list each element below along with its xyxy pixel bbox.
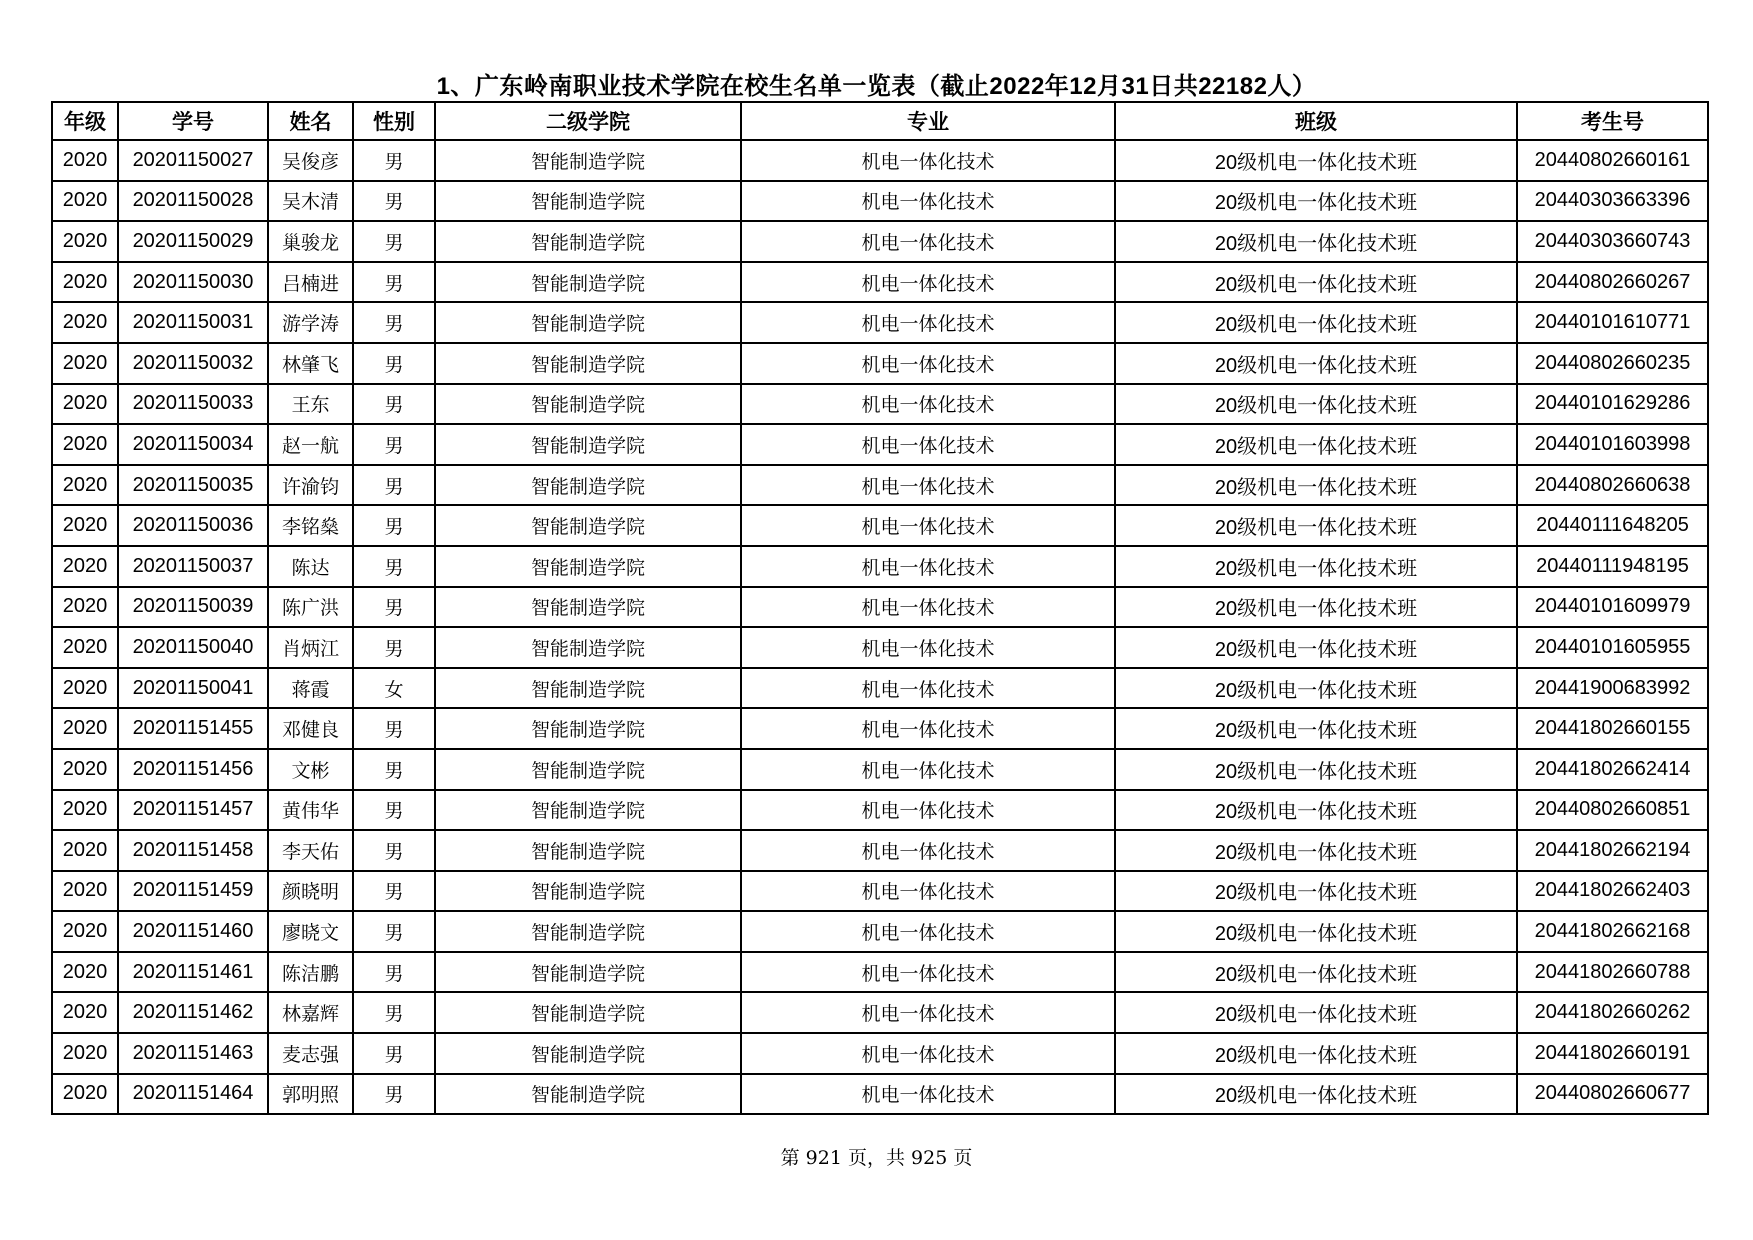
cell-name: 吴木清 (268, 181, 353, 222)
cell-name: 文彬 (268, 749, 353, 790)
cell-college: 智能制造学院 (435, 546, 741, 587)
cell-grade: 2020 (52, 992, 118, 1033)
cell-class: 20级机电一体化技术班 (1115, 221, 1517, 262)
cell-class: 20级机电一体化技术班 (1115, 424, 1517, 465)
cell-student-id: 20201151463 (118, 1033, 268, 1074)
table-row (52, 343, 1708, 384)
cell-name: 麦志强 (268, 1033, 353, 1074)
cell-name: 肖炳江 (268, 627, 353, 668)
cell-student-id: 20201151457 (118, 790, 268, 831)
cell-student-id: 20201150030 (118, 262, 268, 303)
cell-name: 巢骏龙 (268, 221, 353, 262)
cell-major: 机电一体化技术 (741, 262, 1115, 303)
cell-exam-number: 20441802662403 (1517, 871, 1708, 912)
cell-exam-number: 20440303660743 (1517, 221, 1708, 262)
table-row (52, 790, 1708, 831)
cell-grade: 2020 (52, 1033, 118, 1074)
header-class: 班级 (1115, 102, 1517, 140)
cell-major: 机电一体化技术 (741, 1074, 1115, 1115)
cell-major: 机电一体化技术 (741, 911, 1115, 952)
cell-gender: 男 (353, 830, 435, 871)
table-header-row (52, 102, 1708, 140)
page-title: 1、广东岭南职业技术学院在校生名单一览表（截止2022年12月31日共22182人） (436, 73, 1317, 100)
cell-exam-number: 20441802660262 (1517, 992, 1708, 1033)
cell-college: 智能制造学院 (435, 181, 741, 222)
cell-class: 20级机电一体化技术班 (1115, 505, 1517, 546)
cell-college: 智能制造学院 (435, 343, 741, 384)
cell-grade: 2020 (52, 424, 118, 465)
cell-grade: 2020 (52, 302, 118, 343)
header-name: 姓名 (268, 102, 353, 140)
cell-grade: 2020 (52, 546, 118, 587)
cell-exam-number: 20441802662194 (1517, 830, 1708, 871)
cell-name: 游学涛 (268, 302, 353, 343)
cell-major: 机电一体化技术 (741, 505, 1115, 546)
cell-gender: 女 (353, 668, 435, 709)
cell-exam-number: 20441802660788 (1517, 952, 1708, 993)
cell-major: 机电一体化技术 (741, 790, 1115, 831)
cell-major: 机电一体化技术 (741, 424, 1115, 465)
cell-name: 廖晓文 (268, 911, 353, 952)
page-number-footer: 第 921 页，共 925 页 (780, 1147, 973, 1169)
header-college: 二级学院 (435, 102, 741, 140)
cell-class: 20级机电一体化技术班 (1115, 749, 1517, 790)
cell-name: 李铭燊 (268, 505, 353, 546)
header-grade: 年级 (52, 102, 118, 140)
student-roster-table (51, 101, 1709, 1115)
cell-gender: 男 (353, 262, 435, 303)
cell-major: 机电一体化技术 (741, 302, 1115, 343)
cell-name: 黄伟华 (268, 790, 353, 831)
cell-college: 智能制造学院 (435, 627, 741, 668)
cell-class: 20级机电一体化技术班 (1115, 1033, 1517, 1074)
cell-college: 智能制造学院 (435, 465, 741, 506)
cell-grade: 2020 (52, 911, 118, 952)
cell-class: 20级机电一体化技术班 (1115, 587, 1517, 628)
cell-name: 邓健良 (268, 708, 353, 749)
table-row (52, 181, 1708, 222)
cell-college: 智能制造学院 (435, 384, 741, 425)
cell-class: 20级机电一体化技术班 (1115, 546, 1517, 587)
cell-class: 20级机电一体化技术班 (1115, 627, 1517, 668)
table-row (52, 627, 1708, 668)
cell-class: 20级机电一体化技术班 (1115, 830, 1517, 871)
cell-gender: 男 (353, 749, 435, 790)
cell-class: 20级机电一体化技术班 (1115, 140, 1517, 181)
cell-college: 智能制造学院 (435, 140, 741, 181)
cell-exam-number: 20441802662168 (1517, 911, 1708, 952)
cell-gender: 男 (353, 505, 435, 546)
cell-student-id: 20201151462 (118, 992, 268, 1033)
cell-name: 许渝钧 (268, 465, 353, 506)
cell-major: 机电一体化技术 (741, 1033, 1115, 1074)
cell-major: 机电一体化技术 (741, 708, 1115, 749)
cell-grade: 2020 (52, 1074, 118, 1115)
cell-exam-number: 20440802660267 (1517, 262, 1708, 303)
cell-grade: 2020 (52, 343, 118, 384)
cell-name: 吕楠进 (268, 262, 353, 303)
cell-gender: 男 (353, 140, 435, 181)
cell-major: 机电一体化技术 (741, 465, 1115, 506)
cell-name: 陈达 (268, 546, 353, 587)
header-exam-number: 考生号 (1517, 102, 1708, 140)
cell-class: 20级机电一体化技术班 (1115, 384, 1517, 425)
cell-college: 智能制造学院 (435, 221, 741, 262)
table-row (52, 830, 1708, 871)
cell-gender: 男 (353, 708, 435, 749)
cell-college: 智能制造学院 (435, 992, 741, 1033)
cell-gender: 男 (353, 302, 435, 343)
cell-grade: 2020 (52, 871, 118, 912)
header-major: 专业 (741, 102, 1115, 140)
table-row (52, 1074, 1708, 1115)
cell-student-id: 20201151464 (118, 1074, 268, 1115)
cell-gender: 男 (353, 1074, 435, 1115)
cell-major: 机电一体化技术 (741, 668, 1115, 709)
table-row (52, 708, 1708, 749)
cell-exam-number: 20441802662414 (1517, 749, 1708, 790)
header-gender: 性别 (353, 102, 435, 140)
cell-college: 智能制造学院 (435, 830, 741, 871)
cell-name: 林肇飞 (268, 343, 353, 384)
cell-college: 智能制造学院 (435, 911, 741, 952)
header-student-id: 学号 (118, 102, 268, 140)
cell-exam-number: 20440101603998 (1517, 424, 1708, 465)
cell-name: 林嘉辉 (268, 992, 353, 1033)
cell-name: 李天佑 (268, 830, 353, 871)
cell-class: 20级机电一体化技术班 (1115, 871, 1517, 912)
cell-college: 智能制造学院 (435, 302, 741, 343)
cell-student-id: 20201150035 (118, 465, 268, 506)
cell-student-id: 20201150031 (118, 302, 268, 343)
cell-class: 20级机电一体化技术班 (1115, 302, 1517, 343)
cell-exam-number: 20440111948195 (1517, 546, 1708, 587)
cell-student-id: 20201150029 (118, 221, 268, 262)
cell-grade: 2020 (52, 587, 118, 628)
cell-student-id: 20201151455 (118, 708, 268, 749)
cell-major: 机电一体化技术 (741, 749, 1115, 790)
cell-gender: 男 (353, 790, 435, 831)
cell-college: 智能制造学院 (435, 424, 741, 465)
cell-exam-number: 20440101605955 (1517, 627, 1708, 668)
cell-exam-number: 20440802660677 (1517, 1074, 1708, 1115)
cell-gender: 男 (353, 546, 435, 587)
cell-college: 智能制造学院 (435, 749, 741, 790)
cell-class: 20级机电一体化技术班 (1115, 911, 1517, 952)
cell-exam-number: 20440101629286 (1517, 384, 1708, 425)
cell-grade: 2020 (52, 708, 118, 749)
cell-grade: 2020 (52, 140, 118, 181)
cell-class: 20级机电一体化技术班 (1115, 790, 1517, 831)
cell-major: 机电一体化技术 (741, 546, 1115, 587)
cell-major: 机电一体化技术 (741, 384, 1115, 425)
cell-grade: 2020 (52, 627, 118, 668)
table-row (52, 952, 1708, 993)
cell-name: 郭明照 (268, 1074, 353, 1115)
table-row (52, 587, 1708, 628)
cell-exam-number: 20440802660851 (1517, 790, 1708, 831)
cell-exam-number: 20440802660638 (1517, 465, 1708, 506)
cell-student-id: 20201151460 (118, 911, 268, 952)
cell-college: 智能制造学院 (435, 1033, 741, 1074)
table-row (52, 465, 1708, 506)
cell-student-id: 20201150039 (118, 587, 268, 628)
cell-student-id: 20201150032 (118, 343, 268, 384)
cell-student-id: 20201150040 (118, 627, 268, 668)
cell-class: 20级机电一体化技术班 (1115, 262, 1517, 303)
cell-major: 机电一体化技术 (741, 587, 1115, 628)
cell-grade: 2020 (52, 790, 118, 831)
cell-name: 赵一航 (268, 424, 353, 465)
cell-grade: 2020 (52, 384, 118, 425)
table-row (52, 424, 1708, 465)
cell-grade: 2020 (52, 668, 118, 709)
table-row (52, 302, 1708, 343)
cell-college: 智能制造学院 (435, 505, 741, 546)
cell-class: 20级机电一体化技术班 (1115, 181, 1517, 222)
table-row (52, 992, 1708, 1033)
cell-gender: 男 (353, 343, 435, 384)
cell-class: 20级机电一体化技术班 (1115, 465, 1517, 506)
cell-name: 吴俊彦 (268, 140, 353, 181)
cell-student-id: 20201151459 (118, 871, 268, 912)
cell-exam-number: 20440802660161 (1517, 140, 1708, 181)
cell-student-id: 20201151456 (118, 749, 268, 790)
cell-college: 智能制造学院 (435, 1074, 741, 1115)
cell-exam-number: 20440101609979 (1517, 587, 1708, 628)
cell-major: 机电一体化技术 (741, 627, 1115, 668)
cell-name: 蒋霞 (268, 668, 353, 709)
cell-college: 智能制造学院 (435, 708, 741, 749)
cell-college: 智能制造学院 (435, 871, 741, 912)
cell-major: 机电一体化技术 (741, 871, 1115, 912)
cell-gender: 男 (353, 465, 435, 506)
cell-major: 机电一体化技术 (741, 992, 1115, 1033)
cell-grade: 2020 (52, 181, 118, 222)
table-row (52, 140, 1708, 181)
cell-exam-number: 20441900683992 (1517, 668, 1708, 709)
cell-grade: 2020 (52, 262, 118, 303)
cell-student-id: 20201150034 (118, 424, 268, 465)
cell-name: 陈洁鹏 (268, 952, 353, 993)
cell-student-id: 20201150028 (118, 181, 268, 222)
cell-exam-number: 20441802660191 (1517, 1033, 1708, 1074)
cell-gender: 男 (353, 424, 435, 465)
table-row (52, 221, 1708, 262)
cell-student-id: 20201150033 (118, 384, 268, 425)
cell-class: 20级机电一体化技术班 (1115, 992, 1517, 1033)
table-body (52, 140, 1708, 1114)
cell-grade: 2020 (52, 952, 118, 993)
cell-college: 智能制造学院 (435, 952, 741, 993)
cell-gender: 男 (353, 911, 435, 952)
cell-major: 机电一体化技术 (741, 343, 1115, 384)
cell-gender: 男 (353, 1033, 435, 1074)
table-row (52, 871, 1708, 912)
cell-grade: 2020 (52, 830, 118, 871)
table-row (52, 749, 1708, 790)
cell-major: 机电一体化技术 (741, 181, 1115, 222)
cell-gender: 男 (353, 871, 435, 912)
cell-college: 智能制造学院 (435, 668, 741, 709)
table-row (52, 668, 1708, 709)
table-row (52, 262, 1708, 303)
cell-student-id: 20201150037 (118, 546, 268, 587)
cell-exam-number: 20440101610771 (1517, 302, 1708, 343)
cell-college: 智能制造学院 (435, 790, 741, 831)
cell-gender: 男 (353, 181, 435, 222)
cell-exam-number: 20440802660235 (1517, 343, 1708, 384)
cell-student-id: 20201150041 (118, 668, 268, 709)
cell-college: 智能制造学院 (435, 262, 741, 303)
cell-exam-number: 20440303663396 (1517, 181, 1708, 222)
table-row (52, 505, 1708, 546)
cell-name: 颜晓明 (268, 871, 353, 912)
cell-class: 20级机电一体化技术班 (1115, 708, 1517, 749)
table-row (52, 1033, 1708, 1074)
cell-student-id: 20201151458 (118, 830, 268, 871)
cell-major: 机电一体化技术 (741, 140, 1115, 181)
cell-major: 机电一体化技术 (741, 830, 1115, 871)
cell-student-id: 20201150027 (118, 140, 268, 181)
cell-class: 20级机电一体化技术班 (1115, 343, 1517, 384)
cell-class: 20级机电一体化技术班 (1115, 668, 1517, 709)
cell-gender: 男 (353, 627, 435, 668)
cell-grade: 2020 (52, 749, 118, 790)
cell-college: 智能制造学院 (435, 587, 741, 628)
cell-gender: 男 (353, 952, 435, 993)
cell-gender: 男 (353, 587, 435, 628)
cell-name: 陈广洪 (268, 587, 353, 628)
cell-gender: 男 (353, 992, 435, 1033)
cell-grade: 2020 (52, 221, 118, 262)
cell-class: 20级机电一体化技术班 (1115, 1074, 1517, 1115)
cell-exam-number: 20441802660155 (1517, 708, 1708, 749)
cell-major: 机电一体化技术 (741, 952, 1115, 993)
cell-gender: 男 (353, 384, 435, 425)
table-row (52, 546, 1708, 587)
cell-gender: 男 (353, 221, 435, 262)
cell-major: 机电一体化技术 (741, 221, 1115, 262)
cell-student-id: 20201151461 (118, 952, 268, 993)
cell-grade: 2020 (52, 465, 118, 506)
cell-student-id: 20201150036 (118, 505, 268, 546)
table-row (52, 911, 1708, 952)
cell-class: 20级机电一体化技术班 (1115, 952, 1517, 993)
cell-exam-number: 20440111648205 (1517, 505, 1708, 546)
cell-grade: 2020 (52, 505, 118, 546)
cell-name: 王东 (268, 384, 353, 425)
table-row (52, 384, 1708, 425)
